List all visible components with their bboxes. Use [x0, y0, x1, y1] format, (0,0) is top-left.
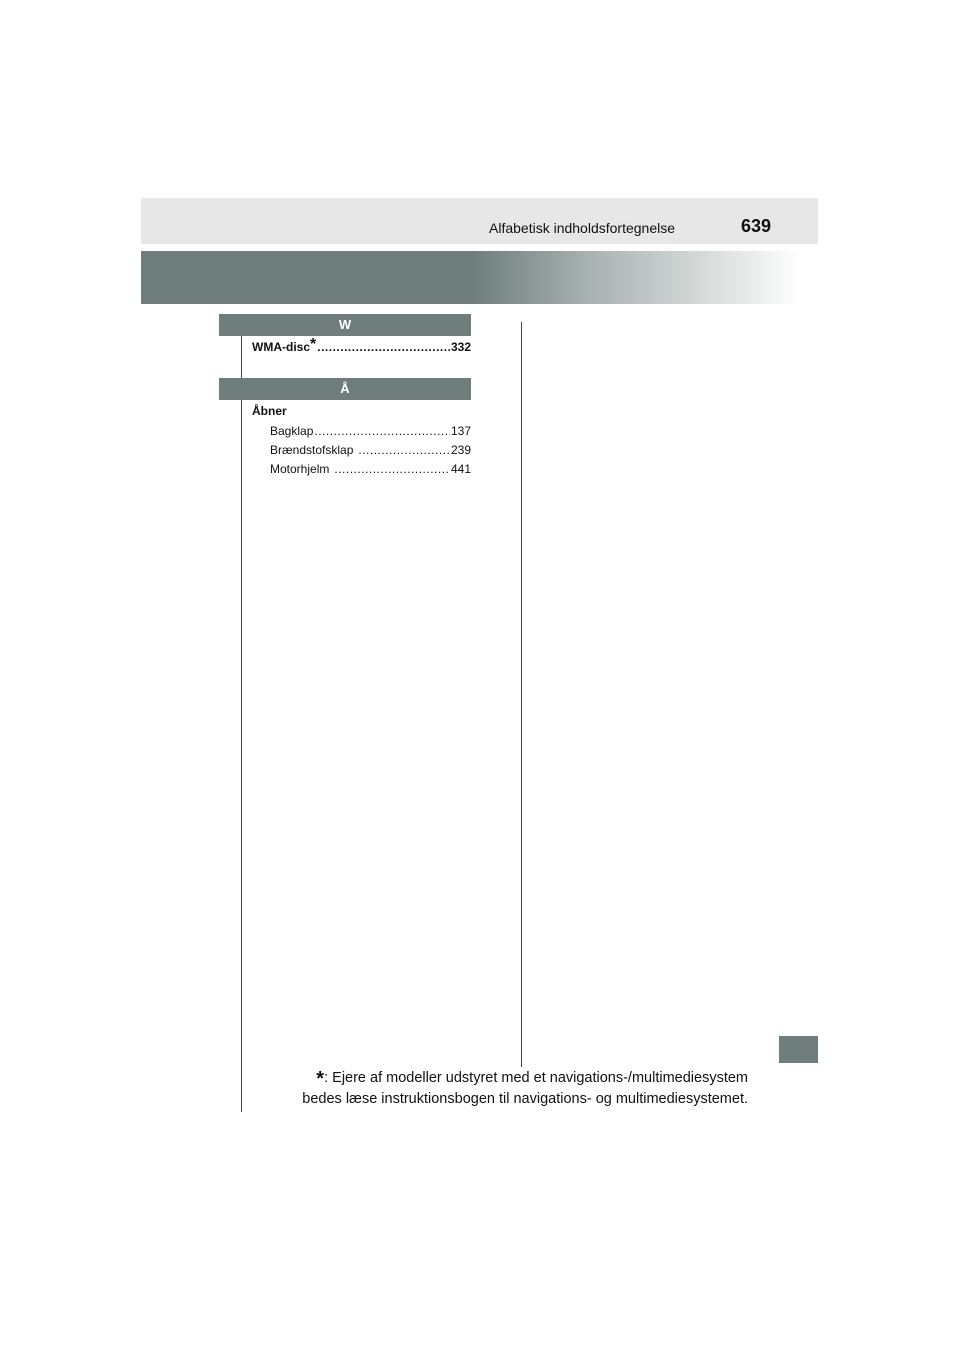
entry-page: 441 — [450, 462, 471, 476]
index-entry-wma-disc[interactable] — [252, 336, 471, 354]
entry-page: 239 — [450, 443, 471, 457]
dot-leader — [314, 424, 450, 438]
entry-term: Bagklap — [270, 424, 314, 438]
asterisk-marker: * — [310, 336, 317, 353]
entry-page: 137 — [450, 424, 471, 438]
page-number: 639 — [741, 216, 772, 236]
index-entry-bagklap[interactable] — [270, 424, 471, 438]
section-letter-aa: Å — [219, 378, 471, 400]
entry-term: Brændstofsklap — [270, 443, 354, 457]
chapter-tab — [779, 1036, 818, 1063]
dot-leader — [358, 443, 450, 457]
header-bar — [141, 198, 818, 244]
column-divider-middle — [521, 322, 522, 1067]
column-divider-left — [241, 322, 242, 1112]
gradient-band — [141, 251, 801, 304]
dot-leader — [334, 462, 450, 476]
index-heading-abner: Åbner — [252, 404, 287, 418]
entry-term: WMA-disc* — [252, 336, 317, 354]
footnote-marker: * — [316, 1068, 325, 1090]
entry-term: Motorhjelm — [270, 462, 330, 476]
entry-page: 332 — [450, 340, 471, 354]
page-title: Alfabetisk indholdsfortegnelse — [489, 220, 676, 236]
index-entry-motorhjelm[interactable] — [270, 462, 471, 476]
dot-leader — [317, 340, 450, 354]
section-letter-w: W — [219, 314, 471, 336]
index-entry-braendstofsklap[interactable] — [270, 443, 471, 457]
footnote-line-1: *: Ejere af modeller udstyret med et navigations-/multimediesystem — [316, 1068, 748, 1090]
footnote — [302, 1068, 748, 1109]
footnote-line-2: bedes læse instruktionsbogen til navigations- og multimediesystemet. — [302, 1091, 748, 1107]
